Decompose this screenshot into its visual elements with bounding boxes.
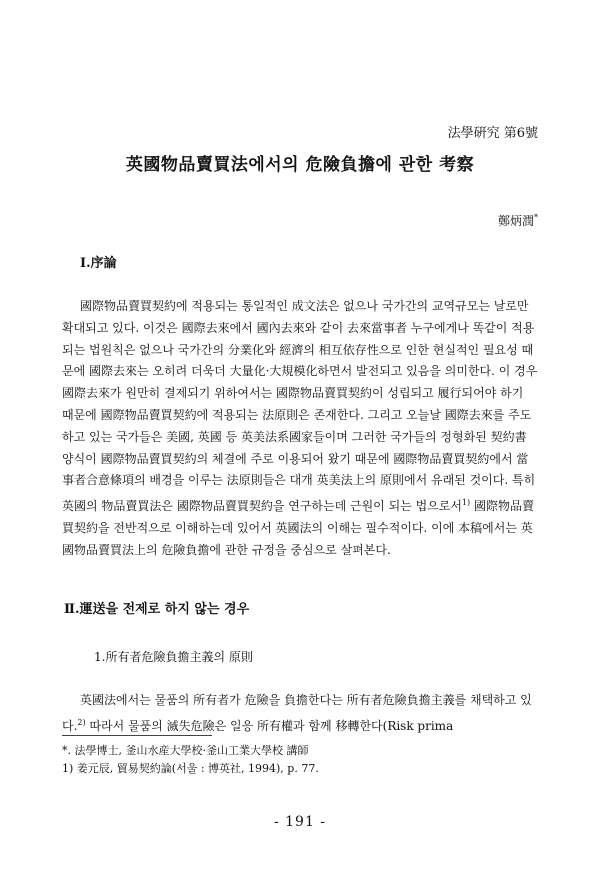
author-mark: * (534, 213, 538, 222)
footnote-ref-1: 1) (461, 498, 471, 508)
footnotes (62, 742, 538, 778)
footnote-ref-2: 2) (77, 717, 86, 727)
section-heading-no-transport: Ⅱ.運送을 전제로 하지 않는 경우 (64, 602, 250, 617)
section-heading-introduction: Ⅰ.序論 (80, 256, 117, 271)
footnote-author: *. 法學博士, 釜山水産大學校·釜山工業大學校 講師 (62, 744, 309, 757)
journal-header: 法學硏究 第6號 (447, 126, 538, 141)
page-number: - 191 - (273, 814, 327, 830)
paragraph-text-continued: 國際物品賣買契約을 전반적으로 이해하는데 있어서 英國法의 이해는 필수적이다. 이에 本稿에서는 英國物品賣買法上의 危險負擔에 관한 규정을 중심으로 살펴본다. (62, 499, 535, 557)
paragraph-text: 國際物品賣買契約에 적용되는 통일적인 成文法은 없으나 국가간의 교역규모는 날로만 확대되고 있다. 이것은 國際去來에서 國內去來와 같이 去來當事者 누구에게나 똑같이 적용되는 법원칙은 없으나 국가간의 分業化와 經濟의 相互依存性으로 인한 현실적인 필요성 때문에 國際去來는 오히려 더욱더 大量化·大規模化하면서 발전되고 있음을 의미한다. 이 경우 國際去來가 원만히 결제되기 위하여서는 國際物品賣買契約이 성립되고 履行되어야 하기 때문에 國際物品賣買契約에 적용되는 法原則은 존재한다. 그리고 오늘날 國際去來를 주도하고 있는 국가들은 美國, 英國 등 英美法系國家들이며 그러한 국가들의 정형화된 契約書 양식이 國際物品賣買契約의 체결에 주로 이용되어 왔기 때문에 國際物品賣買契約에서 當事者合意條項의 배경을 이루는 法原則들은 대개 英美法上의 原則에서 유래된 것이다. 특히 英國의 物品賣買法은 國際物品賣買契約을 연구하는데 근원이 되는 법으로서 (62, 299, 538, 514)
footnote-1: 1) 姜元辰, 貿易契約論(서울 : 博英社, 1994), p. 77. (62, 762, 319, 775)
paragraph-text: 英國法에서는 물품의 所有者가 危險을 負擔한다는 所有者危險負擔主義를 채택하고 있다. (62, 693, 532, 733)
footnote-divider (62, 735, 212, 736)
paragraph-text-continued: 따라서 물품의 滅失危險은 일응 所有權과 함께 移轉한다(Risk prima (85, 718, 454, 733)
author-name: 鄭炳潤 (497, 214, 534, 228)
article-title: 英國物品賣買法에서의 危險負擔에 관한 考察 (125, 155, 475, 175)
owner-risk-paragraph (62, 690, 538, 738)
author-line (498, 212, 538, 229)
introduction-paragraph (62, 296, 538, 562)
subsection-heading-owner-risk: 1.所有者危險負擔主義의 原則 (94, 650, 253, 664)
